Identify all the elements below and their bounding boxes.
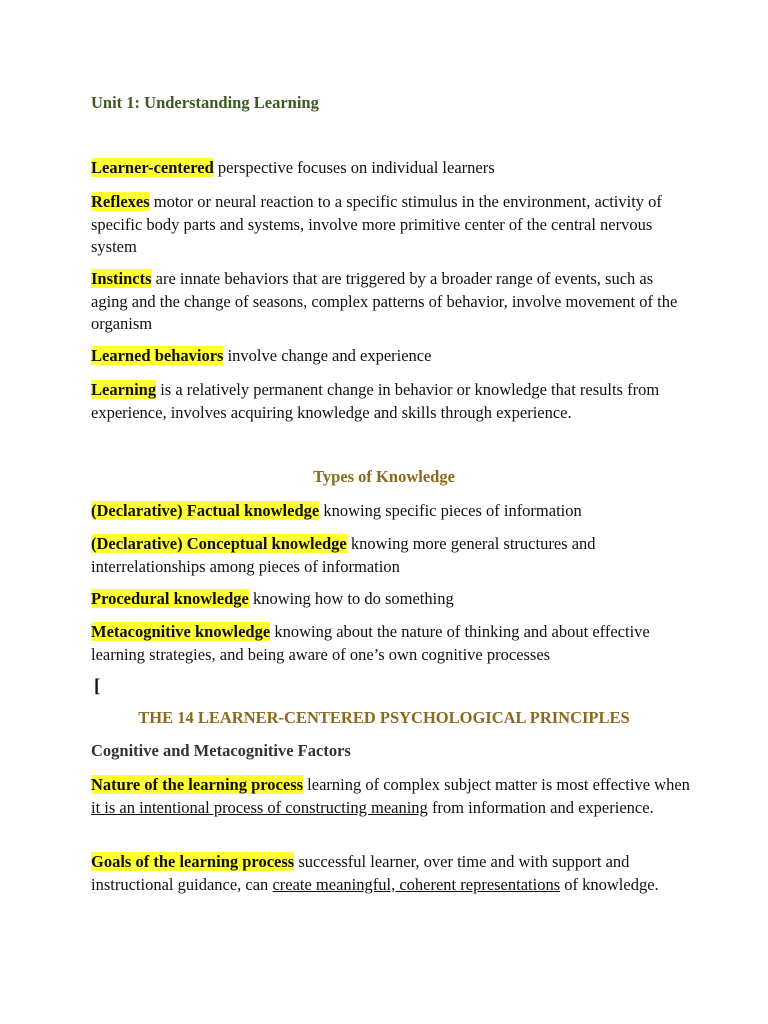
knowledge-conceptual — [91, 533, 691, 578]
knowledge-procedural — [91, 588, 691, 611]
stray-bracket: [ — [94, 676, 101, 697]
highlighted-term: Procedural knowledge — [91, 589, 249, 608]
highlighted-term: Learning — [91, 380, 157, 399]
definition-text: involve change and experience — [223, 346, 432, 365]
types-of-knowledge-heading: Types of Knowledge — [313, 467, 455, 486]
highlighted-term: Instincts — [91, 269, 152, 288]
definition-text: perspective focuses on individual learners — [213, 158, 495, 177]
definition-text: knowing more general structures and interrelationships among pieces of information — [91, 534, 596, 576]
definition-text: knowing about the nature of thinking and about effective learning strategies, and being aware of one’s own cognitive processes — [91, 622, 650, 664]
highlighted-term: (Declarative) Conceptual knowledge — [91, 534, 347, 553]
underlined-phrase: it is an intentional process of constructing meaning — [91, 797, 428, 817]
underlined-phrase: create meaningful, coherent representations — [272, 874, 561, 894]
highlighted-term: (Declarative) Factual knowledge — [91, 501, 320, 520]
definition-text: knowing specific pieces of information — [319, 501, 582, 520]
principle-text: successful learner, over time and with support and instructional guidance, can — [91, 852, 630, 894]
principle-goals-of-learning — [91, 851, 691, 896]
page-title: Unit 1: Understanding Learning — [91, 93, 319, 112]
highlighted-term: Learner-centered — [91, 158, 214, 177]
factors-subheading: Cognitive and Metacognitive Factors — [91, 741, 351, 760]
principle-text-end: from information and experience. — [427, 797, 654, 817]
principles-heading: THE 14 LEARNER-CENTERED PSYCHOLOGICAL PRINCIPLES — [138, 708, 630, 727]
highlighted-term: Learned behaviors — [91, 346, 224, 365]
definition-text: knowing how to do something — [248, 589, 454, 608]
knowledge-factual — [91, 500, 691, 523]
definition-text: are innate behaviors that are triggered by a broader range of events, such as aging and the change of seasons, complex patterns of behavior, involve movement of the organism — [91, 269, 678, 333]
principle-nature-of-learning — [91, 774, 691, 819]
principle-text: learning of complex subject matter is most effective when — [303, 775, 690, 794]
principle-text-end: of knowledge. — [560, 874, 659, 894]
definition-text: motor or neural reaction to a specific stimulus in the environment, activity of specific body parts and systems, involve more primitive center of the central nervous system — [91, 192, 662, 256]
definition-learned-behaviors — [91, 345, 691, 368]
definition-text: is a relatively permanent change in behavior or knowledge that results from experience, involves acquiring knowledge and skills through experience. — [91, 380, 660, 422]
knowledge-metacognitive — [91, 621, 691, 666]
definition-instincts — [91, 268, 691, 336]
highlighted-term: Metacognitive knowledge — [91, 622, 271, 641]
highlighted-term: Goals of the learning process — [91, 852, 295, 871]
definition-reflexes — [91, 191, 691, 259]
definition-learning — [91, 379, 691, 424]
highlighted-term: Nature of the learning process — [91, 775, 304, 794]
highlighted-term: Reflexes — [91, 192, 150, 211]
definition-learner-centered — [91, 157, 691, 180]
